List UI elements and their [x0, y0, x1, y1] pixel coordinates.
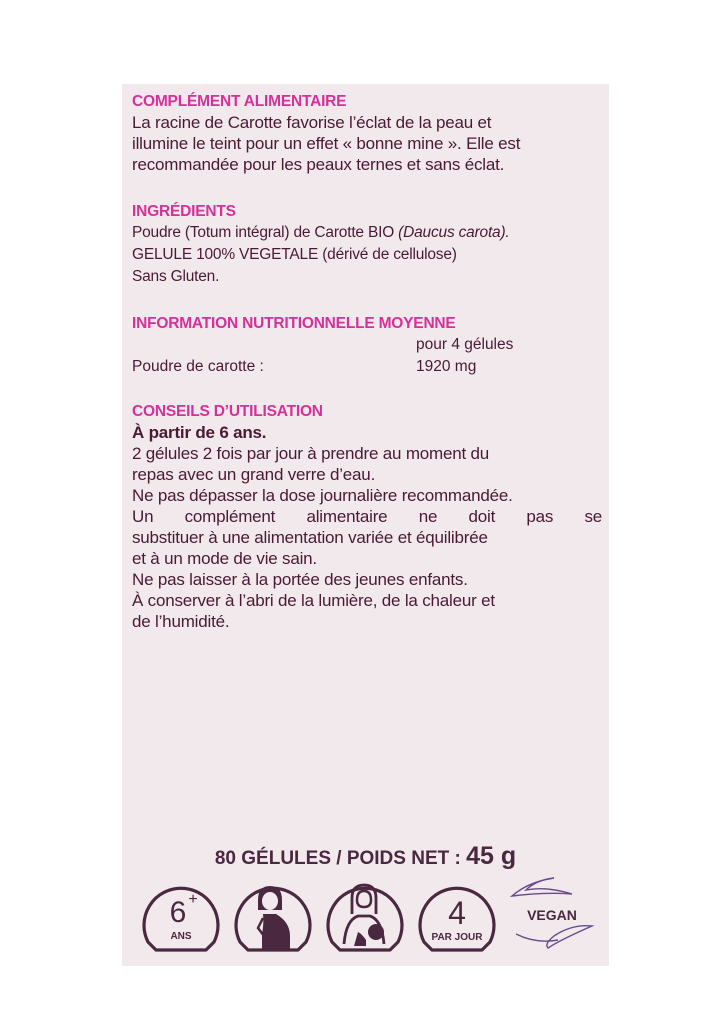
dose-badge: [416, 874, 498, 959]
vegan-leaf-icon: [506, 874, 598, 954]
supplement-heading: COMPLÉMENT ALIMENTAIRE: [132, 93, 347, 110]
usage-line: repas avec un grand verre d’eau.: [132, 465, 376, 484]
section-nutrition: [132, 314, 602, 378]
nutrition-label: Poudre de carotte :: [132, 358, 264, 375]
nutrition-row: [132, 356, 602, 378]
vegan-badge: [506, 874, 598, 959]
vegan-label: VEGAN: [527, 907, 577, 923]
ingredients-line: Sans Gluten.: [132, 268, 220, 285]
dose-badge-number: 4: [448, 895, 466, 931]
badge-row: [122, 874, 609, 960]
net-weight: [122, 842, 609, 871]
latin-name: (Daucus carota).: [398, 224, 510, 241]
section-ingredients: [132, 202, 602, 288]
section-usage: [132, 402, 602, 632]
supplement-line: La racine de Carotte favorise l’éclat de la peau et: [132, 113, 492, 132]
age-badge-number: 6: [169, 896, 187, 929]
usage-heading: CONSEILS D’UTILISATION: [132, 403, 323, 420]
usage-line: de l’humidité.: [132, 612, 230, 631]
dose-badge-label: PAR JOUR: [431, 932, 483, 943]
product-label-panel: [122, 84, 609, 966]
usage-line: Ne pas laisser à la portée des jeunes enfants.: [132, 570, 468, 589]
net-weight-label: 80 GÉLULES / POIDS NET :: [214, 848, 467, 869]
dose-badge-icon: [416, 874, 498, 954]
usage-line: Ne pas dépasser la dose journalière recommandée.: [132, 486, 513, 505]
usage-age: À partir de 6 ans.: [132, 423, 267, 442]
pregnant-woman-icon: [232, 874, 314, 954]
section-supplement: [132, 92, 602, 175]
usage-line: 2 gélules 2 fois par jour à prendre au moment du: [132, 444, 490, 463]
nutrition-value: 1920 mg: [416, 358, 477, 375]
usage-line: À conserver à l’abri de la lumière, de la chaleur et: [132, 591, 495, 610]
breastfeeding-woman-icon: [324, 874, 406, 954]
nutrition-column-header: pour 4 gélules: [416, 336, 514, 353]
usage-line: Un complément alimentaire ne doit pas se: [132, 507, 602, 526]
net-weight-value: 45 g: [466, 842, 517, 870]
pregnant-badge: [232, 874, 314, 959]
ingredients-text: Poudre (Totum intégral) de Carotte BIO: [132, 224, 399, 241]
nutrition-heading: INFORMATION NUTRITIONNELLE MOYENNE: [132, 315, 456, 332]
ingredients-line: [132, 222, 602, 244]
nutrition-column-header-row: [132, 334, 602, 356]
supplement-line: recommandée pour les peaux ternes et sans éclat.: [132, 155, 505, 174]
age-badge-plus: +: [188, 891, 198, 908]
supplement-line: illumine le teint pour un effet « bonne mine ». Elle est: [132, 134, 521, 153]
age-badge-label: ANS: [170, 931, 192, 942]
age-badge-icon: [140, 874, 222, 954]
ingredients-line: GELULE 100% VEGETALE (dérivé de cellulose): [132, 246, 457, 263]
usage-line: substituer à une alimentation variée et équilibrée: [132, 528, 488, 547]
breastfeeding-badge: [324, 874, 406, 959]
age-badge: [140, 874, 222, 959]
ingredients-heading: INGRÉDIENTS: [132, 203, 236, 220]
usage-line: et à un mode de vie sain.: [132, 549, 317, 568]
